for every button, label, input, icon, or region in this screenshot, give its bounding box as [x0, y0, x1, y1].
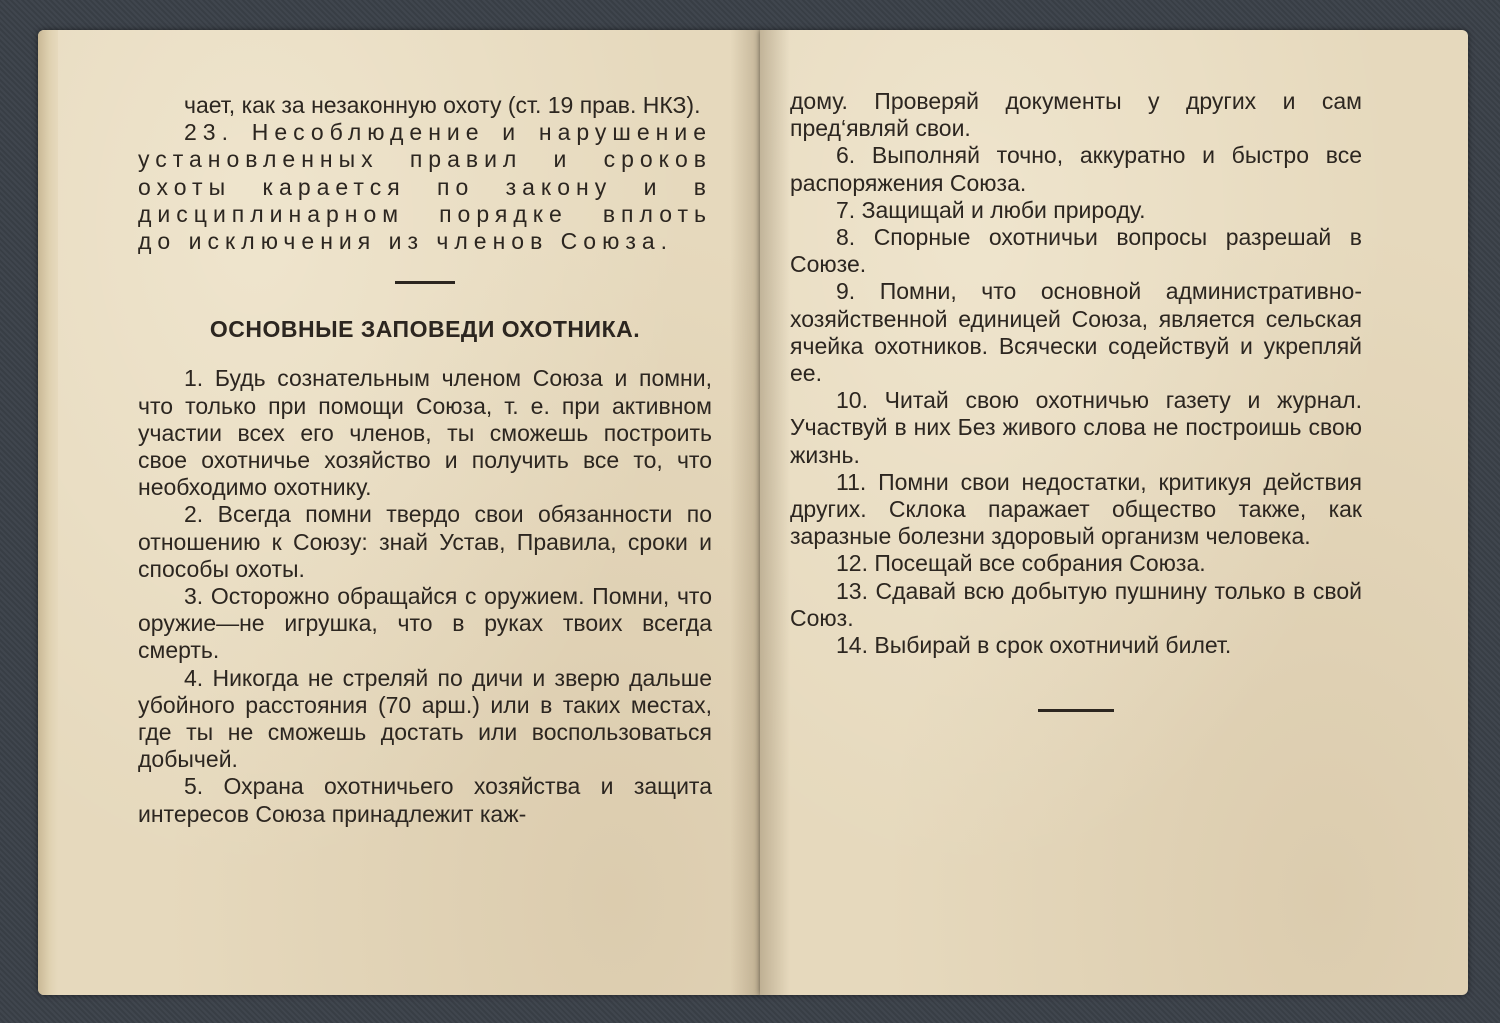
commandment-3: 3. Осторожно обращайся с оружием. Помни, что оружие—не игрушка, что в руках твоих всегда смерть. [138, 583, 712, 664]
end-divider [1038, 709, 1114, 712]
commandment-13: 13. Сдавай всю добытую пушнину только в свой Союз. [790, 577, 1362, 631]
section-heading: ОСНОВНЫЕ ЗАПОВЕДИ ОХОТНИКА. [209, 316, 641, 343]
commandment-1: 1. Будь сознательным членом Союза и помни, что только при помощи Союза, т. е. при активном участии всех его членов, ты сможешь построить свое охотничье хозяйство и получить все то, что необходимо охотнику. [138, 365, 712, 501]
commandment-10: 10. Читай свою охотничью газету и журнал. Участвуй в них Без живого слова не построишь свою жизнь. [790, 387, 1362, 468]
left-page-text [138, 92, 712, 828]
commandment-14: 14. Выбирай в срок охотничий билет. [836, 632, 1232, 659]
commandment-5: 5. Охрана охотничьего хозяйства и защита интересов Союза принадлежит каж- [138, 773, 712, 827]
continuation-text-right: дому. Проверяй документы у других и сам пред‘являй свои. [790, 88, 1362, 142]
commandment-8: 8. Спорные охотничьи вопросы разрешай в Союзе. [790, 224, 1362, 278]
continuation-text: чает, как за незаконную охоту (ст. 19 прав. НКЗ). [184, 92, 701, 118]
commandment-11: 11. Помни свои недостатки, критикуя действия других. Склока паражает общество также, как заразные болезни здоровый организм человека. [790, 468, 1362, 550]
commandment-9: 9. Помни, что основной административно-хозяйственной единицей Союза, является сельская ячейка охотников. Всячески содействуй и укрепляй ее. [790, 278, 1362, 387]
right-page-text [790, 88, 1362, 712]
left-page [38, 30, 760, 995]
commandment-4: 4. Никогда не стреляй по дичи и зверю дальше убойного расстояния (70 арш.) или в таких местах, где ты не сможешь достать или воспользоваться добычей. [138, 664, 712, 773]
rule-23-text: 23. Несоблюдение и нарушение установленных правил и сроков охоты карается по закону и в дисциплинарном порядке вплоть до исключения из членов Союза. [138, 119, 712, 255]
commandment-12: 12. Посещай все собрания Союза. [836, 550, 1206, 577]
open-booklet [38, 30, 1468, 995]
commandment-7: 7. Защищай и люби природу. [836, 196, 1146, 223]
commandment-2: 2. Всегда помни твердо свои обязанности по отношению к Союзу: знай Устав, Правила, сроки и способы охоты. [138, 501, 712, 582]
right-page [760, 30, 1468, 995]
commandment-6: 6. Выполняй точно, аккуратно и быстро все распоряжения Союза. [790, 142, 1362, 196]
